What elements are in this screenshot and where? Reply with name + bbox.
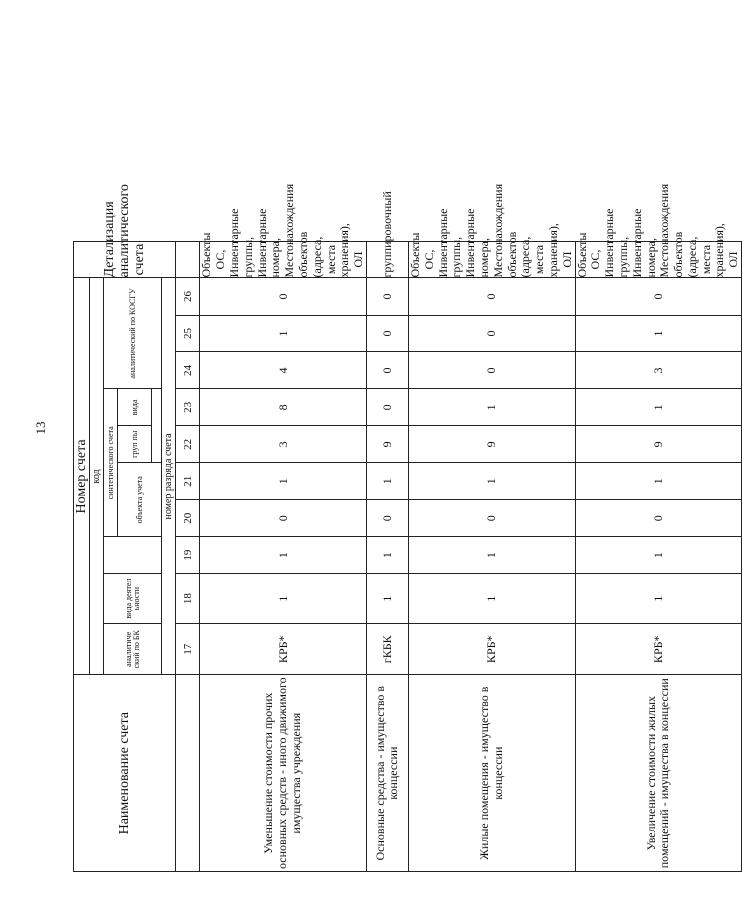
digit-25-cell: 1: [200, 315, 367, 352]
digit-21-cell: 1: [408, 463, 575, 500]
header-empty-19: [104, 537, 162, 574]
digit-25-cell: 1: [575, 315, 742, 352]
rotated-page-content: [73, 32, 741, 872]
digit-19-cell: 1: [366, 537, 408, 574]
detail-cell: Объекты ОС, Инвентарные группы, Инвентарные номера, Местонахождения объектов (адреса, места хранения), ОЛ: [407, 183, 574, 278]
digit-23-cell: 1: [575, 389, 742, 426]
digit-number-22: 22: [176, 426, 200, 463]
digit-18-cell: 1: [575, 574, 742, 624]
header-analytic-kosgu: аналитический по КОСГУ: [104, 278, 162, 389]
header-type: вида: [118, 389, 152, 426]
digit-23-cell: 0: [366, 389, 408, 426]
account-name-cell: Жилые помещения - имущество в концессии: [408, 675, 575, 872]
table-row: [408, 33, 575, 872]
header-activity-type: вида деятел ьности: [104, 574, 162, 624]
accounts-table: [73, 32, 742, 872]
digit-number-26: 26: [176, 278, 200, 315]
digit-25-cell: 0: [366, 315, 408, 352]
digit-23-cell: 8: [200, 389, 367, 426]
digit-number-24: 24: [176, 352, 200, 389]
account-name-cell: Увеличение стоимости жилых помещений - имущества в концессии: [575, 675, 742, 872]
page-number: 13: [33, 421, 48, 435]
detail-cell: Объекты ОС, Инвентарные группы, Инвентарные номера, Местонахождения объектов (адреса, места хранения), ОЛ: [574, 183, 741, 278]
digit-22-cell: 3: [200, 426, 367, 463]
bk-cell: КРБ*: [200, 624, 367, 675]
digit-22-cell: 9: [366, 426, 408, 463]
header-detail-blank: [176, 241, 200, 278]
digit-number-19: 19: [176, 537, 200, 574]
digit-19-cell: 1: [200, 537, 367, 574]
digit-20-cell: 0: [366, 500, 408, 537]
digit-21-cell: 1: [200, 463, 367, 500]
table-row: [366, 33, 408, 872]
digit-18-cell: 1: [366, 574, 408, 624]
digit-22-cell: 9: [575, 426, 742, 463]
table-row: [575, 33, 742, 872]
table-row: [200, 33, 367, 872]
bk-cell: гКБК: [366, 624, 408, 675]
digit-22-cell: 9: [408, 426, 575, 463]
header-group-type-spacer: [152, 389, 162, 463]
header-account-number: Номер счета: [74, 278, 90, 675]
digit-number-21: 21: [176, 463, 200, 500]
header-synthetic-account: синтетического счета: [104, 389, 118, 537]
header-account-object: объекта учета: [118, 463, 162, 537]
header-name-blank: [176, 675, 200, 872]
digit-24-cell: 0: [408, 352, 575, 389]
bk-cell: КРБ*: [408, 624, 575, 675]
digit-19-cell: 1: [575, 537, 742, 574]
digit-20-cell: 0: [200, 500, 367, 537]
detail-cell: группировочный: [366, 241, 408, 278]
digit-23-cell: 1: [408, 389, 575, 426]
digit-26-cell: 0: [575, 278, 742, 315]
digit-25-cell: 0: [408, 315, 575, 352]
digit-19-cell: 1: [408, 537, 575, 574]
digit-number-17: 17: [176, 624, 200, 675]
digit-21-cell: 1: [366, 463, 408, 500]
header-account-name: Наименование счета: [74, 675, 176, 872]
digit-20-cell: 0: [575, 500, 742, 537]
detail-cell: Объекты ОС, Инвентарные группы, Инвентарные номера, Местонахождения объектов (адреса, места хранения), ОЛ: [199, 183, 366, 278]
digit-number-25: 25: [176, 315, 200, 352]
header-detail: Детализация аналитического счета: [74, 241, 176, 278]
digit-26-cell: 0: [200, 278, 367, 315]
digit-number-20: 20: [176, 500, 200, 537]
header-digit-number: номер разряда счета: [162, 278, 176, 675]
digit-20-cell: 0: [408, 500, 575, 537]
bk-cell: КРБ*: [575, 624, 742, 675]
digit-21-cell: 1: [575, 463, 742, 500]
digit-18-cell: 1: [408, 574, 575, 624]
digit-26-cell: 0: [366, 278, 408, 315]
digit-24-cell: 3: [575, 352, 742, 389]
header-analytic-bk: аналитиче ский по БК: [104, 624, 162, 675]
digit-number-18: 18: [176, 574, 200, 624]
digit-26-cell: 0: [408, 278, 575, 315]
account-name-cell: Уменьшение стоимости прочих основных средств - иного движимого имущества учреждения: [200, 675, 367, 872]
digit-18-cell: 1: [200, 574, 367, 624]
account-name-cell: Основные средства - имущество в концессии: [366, 675, 408, 872]
header-code: код: [90, 278, 104, 675]
header-group: груп пы: [118, 426, 152, 463]
digit-24-cell: 4: [200, 352, 367, 389]
digit-24-cell: 0: [366, 352, 408, 389]
digit-number-23: 23: [176, 389, 200, 426]
